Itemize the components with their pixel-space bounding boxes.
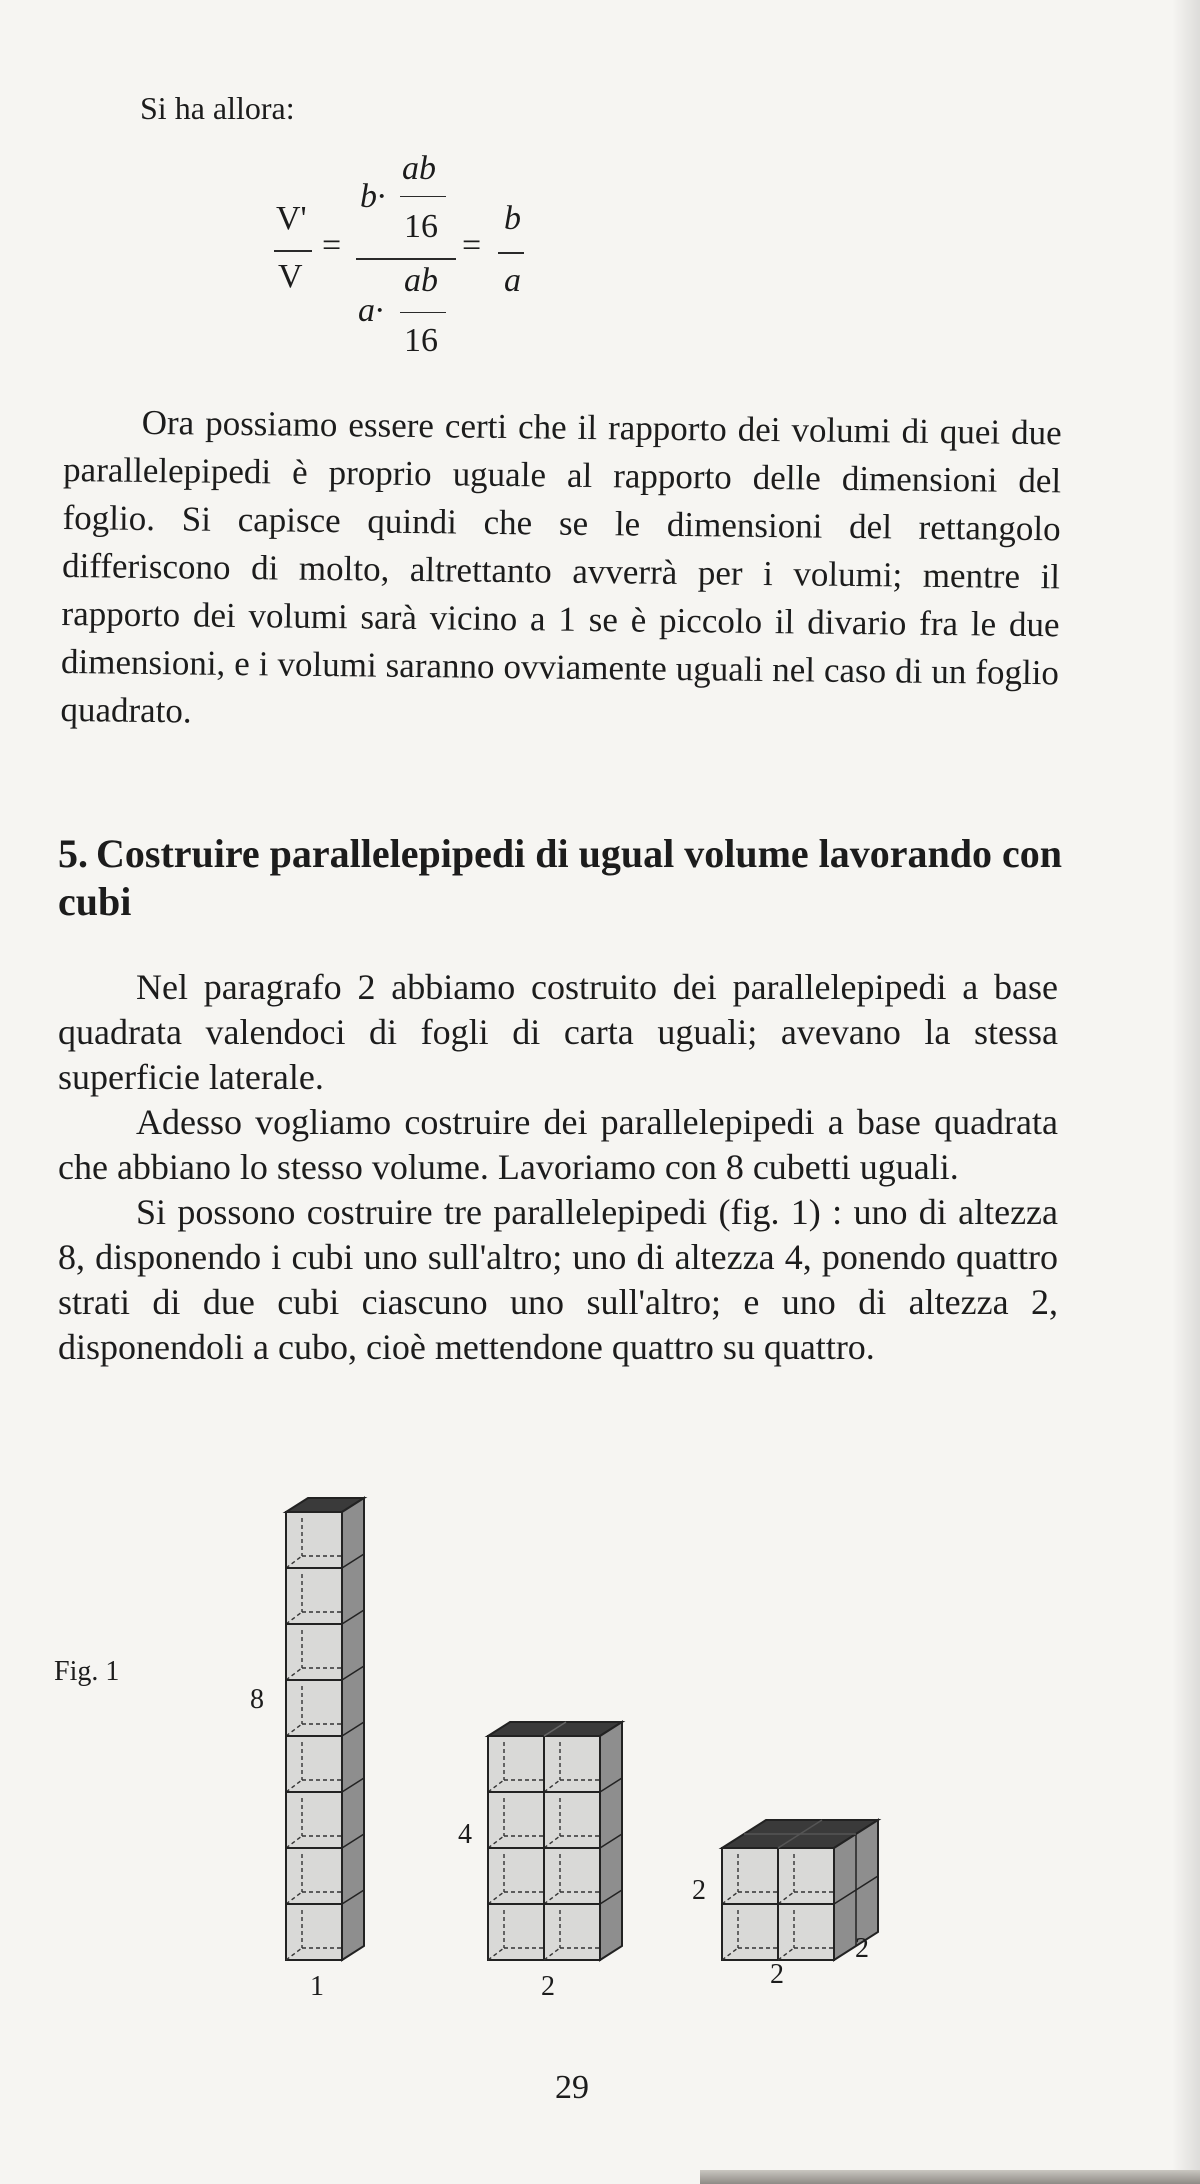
stack-3-cube-face: [722, 1848, 778, 1904]
formula-lhs-denominator: V: [278, 258, 303, 295]
body-paragraph-1: Nel paragrafo 2 abbiamo costruito dei parallelepipedi a base quadrata valendoci di fogli di carta uguali; avevano la stessa superficie laterale.: [58, 967, 1058, 1097]
formula-denominator-frac-num: ab: [404, 262, 438, 299]
stack-1-cube-face: [286, 1624, 342, 1680]
stack-1-cube-face: [286, 1568, 342, 1624]
stack-3-cube-face: [778, 1904, 834, 1960]
formula-numerator-frac-den: 16: [404, 208, 438, 245]
stack-3-cube-face: [778, 1848, 834, 1904]
stack-2-cube-face: [544, 1792, 600, 1848]
stack-2-cube-face: [544, 1904, 600, 1960]
stack-1-cube-face: [286, 1680, 342, 1736]
stack-2-cube-face: [488, 1792, 544, 1848]
stack-2-cube-face: [544, 1736, 600, 1792]
stack-2-width-label: 2: [541, 1971, 555, 2002]
formula-numerator-factor: b·: [360, 178, 386, 215]
page-number: 29: [555, 2069, 589, 2106]
intro-text: Si ha allora:: [140, 90, 295, 126]
stack-1-height-label: 8: [250, 1684, 264, 1715]
stack-3-width-label: 2: [770, 1959, 784, 1990]
stack-2-cube-face: [488, 1848, 544, 1904]
stack-1-width-label: 1: [310, 1971, 324, 2002]
stack-2-cube-face: [488, 1736, 544, 1792]
paragraph-volume-ratio: Ora possiamo essere certi che il rapporto dei volumi di quei due parallelepipedi è proprio uguale al rapporto delle dimensioni del foglio. Si capisce quindi che se le dimensioni del rettangolo differiscono di molto, altrettanto avverrà per i volumi; mentre il rapporto dei volumi sarà vicino a 1 se è piccolo il divario fra le due dimensioni, e i volumi saranno ovviamente uguali nel caso di un foglio quadrato.: [60, 402, 1062, 731]
section-number: 5.: [58, 831, 88, 876]
formula-denominator-frac-den: 16: [404, 322, 438, 359]
stack-1-cube-face: [286, 1792, 342, 1848]
stack-2-height-label: 4: [458, 1819, 472, 1850]
stack-1-cube-face: [286, 1512, 342, 1568]
stack-3-height-label: 2: [692, 1875, 706, 1906]
body-paragraph-3: Si possono costruire tre parallelepipedi (fig. 1) : uno di altezza 8, disponendo i cubi uno sull'altro; uno di altezza 4, ponendo quattro strati di due cubi ciascuno uno sull'altro; e uno di altezza 2, disponendoli a cubo, cioè mettendone quattro su quattro.: [58, 1192, 1058, 1367]
formula-rhs-numerator: b: [504, 200, 521, 237]
stack-1-cube-face: [286, 1904, 342, 1960]
stack-2-cube-face: [488, 1904, 544, 1960]
stack-3-depth-label: 2: [855, 1933, 869, 1964]
formula-lhs-numerator: V': [276, 200, 307, 237]
formula-equals-2: =: [462, 227, 482, 264]
formula-numerator-frac-num: ab: [402, 150, 436, 187]
formula-equals-1: =: [322, 227, 342, 264]
stack-1-cube-face: [286, 1848, 342, 1904]
stack-1-cube-face: [286, 1736, 342, 1792]
formula-denominator-factor: a·: [358, 292, 384, 329]
stack-2-cube-face: [544, 1848, 600, 1904]
body-paragraph-2: Adesso vogliamo costruire dei parallelepipedi a base quadrata che abbiano lo stesso volume. Lavoriamo con 8 cubetti uguali.: [58, 1102, 1058, 1187]
figure-label: Fig. 1: [54, 1656, 120, 1687]
formula-rhs-denominator: a: [504, 262, 521, 299]
section-title: Costruire parallelepipedi di ugual volume lavorando con cubi: [58, 831, 1062, 924]
stack-3-cube-face: [722, 1904, 778, 1960]
